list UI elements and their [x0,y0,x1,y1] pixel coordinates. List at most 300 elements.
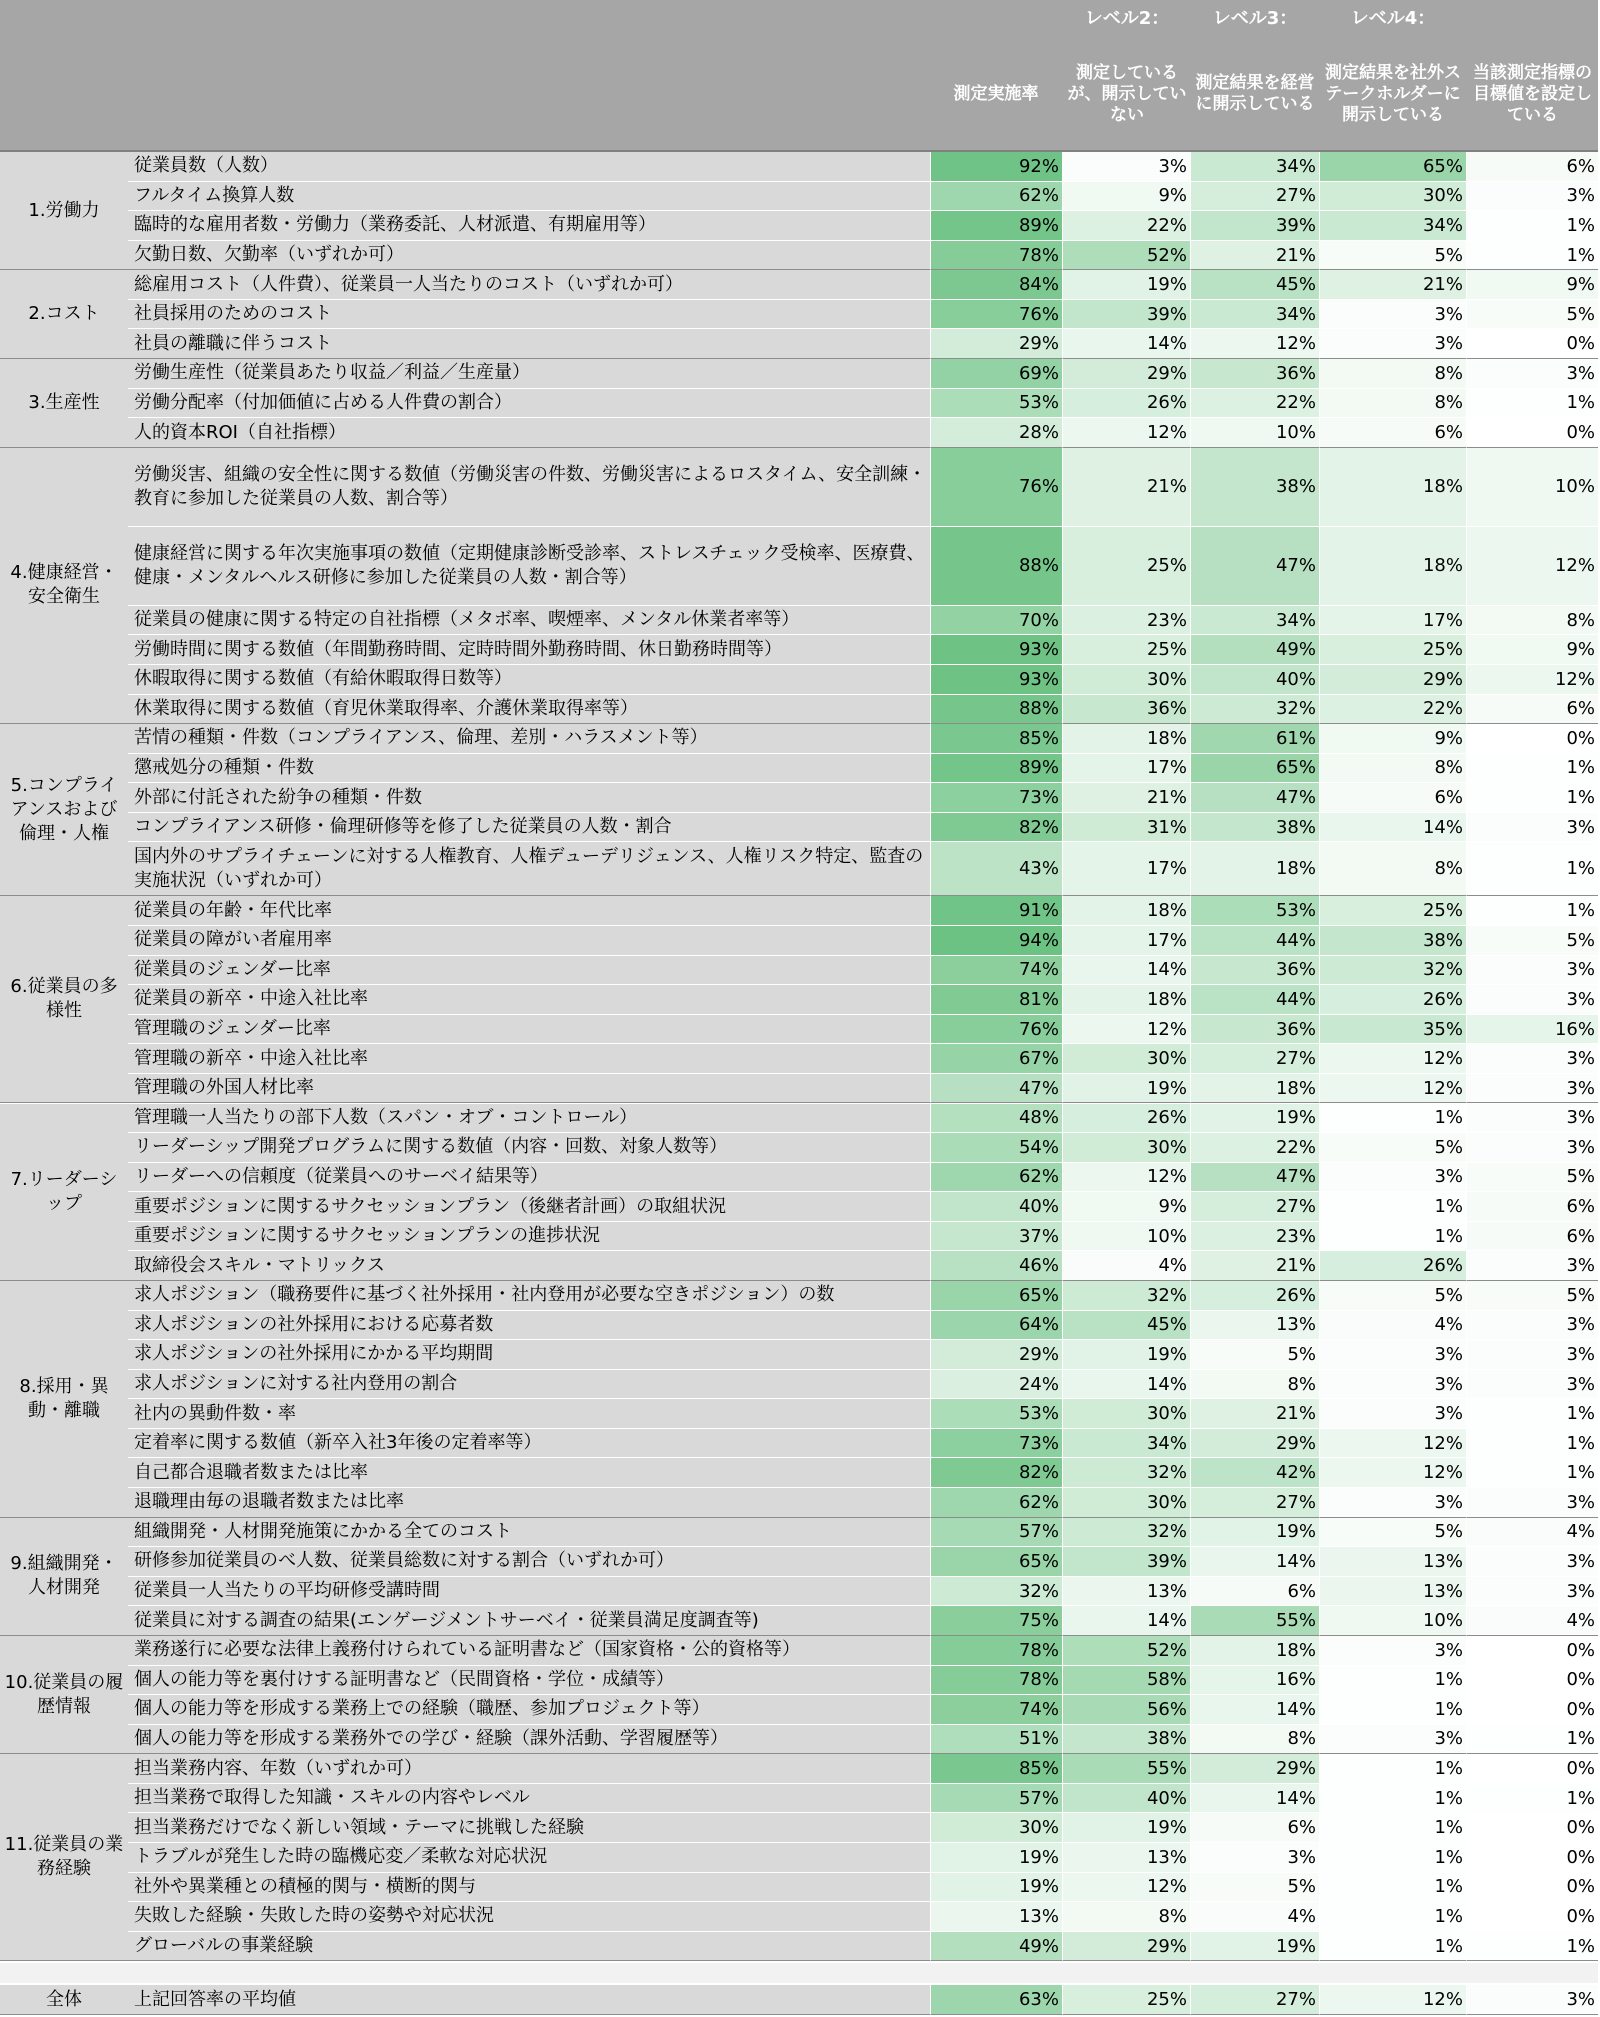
value-cell [1190,1281,1319,1311]
value-cell [1062,1902,1190,1932]
value-text: 29% [1146,1935,1187,1957]
value-text: 21% [1275,1403,1316,1425]
value-text: 39% [1146,303,1187,325]
value-text: 3% [1566,1136,1595,1158]
indicator-label: 個人の能力等を形成する業務上での経験（職歴、参加プロジェクト等） [128,1695,930,1725]
value-text: 25% [1422,900,1463,922]
value-text: 56% [1146,1698,1187,1720]
value-cell [1062,1458,1190,1488]
value-cell [1190,695,1319,725]
value-text: 34% [1275,303,1316,325]
value-cell [1466,1518,1598,1548]
total-indicator-label: 上記回答率の平均値 [128,1985,930,2015]
value-cell [930,1015,1062,1045]
value-text: 36% [1275,362,1316,384]
value-text: 74% [1018,959,1059,981]
value-cell [1319,1281,1466,1311]
value-text: 42% [1275,1462,1316,1484]
value-cell [1319,842,1466,896]
value-cell [1466,1340,1598,1370]
value-cell [1319,956,1466,986]
value-cell [1466,448,1598,527]
indicator-label: 国内外のサプライチェーンに対する人権教育、人権デューデリジェンス、人権リスク特定、監査の実施状況（いずれか可） [128,842,930,896]
value-cell [1319,527,1466,606]
value-text: 17% [1146,858,1187,880]
value-cell [1190,1458,1319,1488]
value-text: 5% [1566,929,1595,951]
value-text: 19% [1146,1817,1187,1839]
value-cell [930,152,1062,182]
indicator-label: 従業員のジェンダー比率 [128,956,930,986]
value-text: 12% [1554,668,1595,690]
level-3-label: レベル3： [1212,8,1298,29]
value-cell [1062,985,1190,1015]
value-text: 12% [1554,555,1595,577]
value-text: 29% [1275,1432,1316,1454]
value-cell [1062,1754,1190,1784]
value-text: 12% [1422,1077,1463,1099]
indicator-label: 人的資本ROI（自社指標） [128,418,930,448]
value-cell [1466,211,1598,241]
value-text: 31% [1146,816,1187,838]
value-text: 12% [1146,1876,1187,1898]
value-cell [1062,665,1190,695]
value-cell [930,1281,1062,1311]
value-text: 14% [1275,1698,1316,1720]
total-value-cell [1466,1985,1598,2015]
value-text: 67% [1018,1048,1059,1070]
value-cell [1319,985,1466,1015]
value-text: 13% [1422,1550,1463,1572]
value-cell [1190,842,1319,896]
value-cell [1466,1695,1598,1725]
value-text: 40% [1018,1196,1059,1218]
value-cell [1062,635,1190,665]
value-cell [1190,1340,1319,1370]
indicator-label: 求人ポジションに対する社内登用の割合 [128,1370,930,1400]
value-text: 1% [1434,1817,1463,1839]
value-text: 14% [1146,959,1187,981]
value-cell [1466,695,1598,725]
value-text: 19% [1146,274,1187,296]
value-text: 30% [1146,668,1187,690]
value-cell [1190,1873,1319,1903]
value-text: 25% [1422,639,1463,661]
value-text: 12% [1422,1462,1463,1484]
value-text: 36% [1275,959,1316,981]
value-text: 3% [1434,1639,1463,1661]
value-cell [1466,1813,1598,1843]
value-text: 32% [1018,1580,1059,1602]
value-cell [930,527,1062,606]
value-cell [1190,1902,1319,1932]
value-cell [930,1932,1062,1962]
value-text: 19% [1146,1343,1187,1365]
value-cell [1190,1695,1319,1725]
value-text: 3% [1566,959,1595,981]
value-cell [930,1813,1062,1843]
category-label: 9.組織開発・人材開発 [0,1518,128,1636]
indicator-label: コンプライアンス研修・倫理研修等を修了した従業員の人数・割合 [128,813,930,843]
value-cell [1062,270,1190,300]
value-cell [1062,1251,1190,1281]
value-cell [1062,1133,1190,1163]
value-cell [1319,1754,1466,1784]
indicator-label: 従業員の障がい者雇用率 [128,926,930,956]
value-cell [930,1429,1062,1459]
value-cell [1190,1104,1319,1134]
value-text: 1% [1434,1669,1463,1691]
value-text: 0% [1566,1669,1595,1691]
value-text: 94% [1018,929,1059,951]
value-cell [1466,842,1598,896]
value-cell [930,1518,1062,1548]
indicator-label: 求人ポジション（職務要件に基づく社外採用・社内登用が必要な空きポジション）の数 [128,1281,930,1311]
value-text: 3% [1566,362,1595,384]
value-cell [1319,665,1466,695]
value-text: 89% [1018,757,1059,779]
value-cell [1190,389,1319,419]
value-text: 38% [1275,816,1316,838]
value-cell [1190,754,1319,784]
category-label: 10.従業員の履歴情報 [0,1636,128,1754]
value-cell [1190,1754,1319,1784]
value-cell [1190,182,1319,212]
value-text: 27% [1275,1196,1316,1218]
value-text: 14% [1146,333,1187,355]
value-cell [1466,300,1598,330]
value-cell [1319,329,1466,359]
value-text: 4% [1566,1521,1595,1543]
value-text: 25% [1146,555,1187,577]
value-cell [1062,783,1190,813]
value-cell [1319,1340,1466,1370]
value-text: 5% [1287,1876,1316,1898]
value-text: 1% [1566,244,1595,266]
value-text: 10% [1146,1225,1187,1247]
value-text: 3% [1434,1343,1463,1365]
value-text: 70% [1018,609,1059,631]
value-cell [1190,1636,1319,1666]
value-cell [1062,1813,1190,1843]
value-text: 3% [1566,1373,1595,1395]
value-cell [930,1695,1062,1725]
value-cell [1062,1577,1190,1607]
indicator-label: 総雇用コスト（人件費）、従業員一人当たりのコスト（いずれか可） [128,270,930,300]
value-text: 45% [1275,274,1316,296]
value-cell [930,1843,1062,1873]
value-cell [930,300,1062,330]
value-cell [930,448,1062,527]
value-text: 22% [1422,698,1463,720]
value-cell [1319,1222,1466,1252]
value-text: 39% [1146,1550,1187,1572]
value-cell [930,1370,1062,1400]
value-cell [930,182,1062,212]
value-cell [930,1636,1062,1666]
total-value-cell [1190,1985,1319,2015]
value-cell [1190,1784,1319,1814]
value-text: 26% [1146,392,1187,414]
value-cell [1466,1754,1598,1784]
value-text: 12% [1146,1018,1187,1040]
value-cell [1062,389,1190,419]
col-header-level4: 測定結果を社外ステークホルダーに開示している [1325,62,1461,125]
value-cell [1319,1251,1466,1281]
value-cell [930,956,1062,986]
value-cell [1466,724,1598,754]
value-text: 55% [1146,1758,1187,1780]
value-text: 36% [1275,1018,1316,1040]
value-text: 46% [1018,1255,1059,1277]
value-text: 1% [1566,1403,1595,1425]
value-cell [1190,1813,1319,1843]
col-header-target: 当該測定指標の目標値を設定している [1473,62,1592,125]
value-cell [1062,896,1190,926]
value-text: 3% [1434,303,1463,325]
value-text: 6% [1287,1580,1316,1602]
value-text: 3% [1158,155,1187,177]
value-text: 17% [1422,609,1463,631]
value-cell [1319,1458,1466,1488]
value-cell [1319,182,1466,212]
value-text: 26% [1422,1255,1463,1277]
value-text: 0% [1566,1698,1595,1720]
value-cell [1190,956,1319,986]
value-text: 8% [1434,858,1463,880]
value-text: 3% [1566,1343,1595,1365]
value-text: 9% [1158,185,1187,207]
value-text: 18% [1146,900,1187,922]
value-text: 9% [1158,1196,1187,1218]
value-text: 54% [1018,1136,1059,1158]
value-cell [1190,448,1319,527]
value-cell [1190,1163,1319,1193]
value-cell [1190,896,1319,926]
value-cell [1319,1843,1466,1873]
value-cell [1319,359,1466,389]
value-cell [1319,1192,1466,1222]
value-cell [1466,1074,1598,1104]
value-cell [1466,389,1598,419]
value-cell [1466,418,1598,448]
value-cell [1062,1074,1190,1104]
value-text: 6% [1566,155,1595,177]
value-cell [930,1606,1062,1636]
value-text: 16% [1554,1018,1595,1040]
value-cell [1062,1932,1190,1962]
value-cell [1319,1902,1466,1932]
value-text: 36% [1146,698,1187,720]
category-label: 11.従業員の業務経験 [0,1754,128,1961]
indicator-label: グローバルの事業経験 [128,1932,930,1962]
value-text: 5% [1434,1136,1463,1158]
value-cell [1190,152,1319,182]
value-text: 1% [1434,1905,1463,1927]
value-text: 3% [1566,816,1595,838]
value-text: 52% [1146,244,1187,266]
value-text: 55% [1275,1610,1316,1632]
value-cell [930,1458,1062,1488]
indicator-label: 担当業務内容、年数（いずれか可） [128,1754,930,1784]
value-cell [930,813,1062,843]
value-text: 14% [1275,1787,1316,1809]
value-cell [1190,1488,1319,1518]
value-text: 5% [1434,244,1463,266]
value-text: 18% [1422,555,1463,577]
value-cell [1190,813,1319,843]
value-text: 27% [1275,1048,1316,1070]
value-text: 14% [1275,1550,1316,1572]
indicator-label: 社外や異業種との積極的関与・横断的関与 [128,1873,930,1903]
value-cell [1466,241,1598,271]
value-cell [1319,270,1466,300]
value-cell [1190,1429,1319,1459]
value-text: 0% [1566,1817,1595,1839]
value-text: 32% [1422,959,1463,981]
value-cell [1466,1192,1598,1222]
value-text: 1% [1434,1107,1463,1129]
indicator-label: 従業員数（人数） [128,152,930,182]
value-cell [1466,1725,1598,1755]
value-cell [1190,1311,1319,1341]
value-cell [930,926,1062,956]
value-cell [1062,300,1190,330]
value-text: 3% [1434,1728,1463,1750]
value-cell [1190,329,1319,359]
value-text: 1% [1434,1846,1463,1868]
value-cell [1062,1311,1190,1341]
value-cell [1062,1044,1190,1074]
value-text: 13% [1146,1580,1187,1602]
value-text: 43% [1018,858,1059,880]
value-cell [1319,1370,1466,1400]
value-text: 1% [1566,858,1595,880]
indicator-label: 担当業務で取得した知識・スキルの内容やレベル [128,1784,930,1814]
value-cell [1466,1222,1598,1252]
value-cell [1062,1725,1190,1755]
value-cell [1062,1163,1190,1193]
value-text: 28% [1018,422,1059,443]
value-text: 8% [1287,1728,1316,1750]
value-text: 8% [1287,1373,1316,1395]
value-text: 1% [1566,1462,1595,1484]
value-cell [1062,724,1190,754]
value-text: 4% [1566,1610,1595,1632]
value-cell [1190,724,1319,754]
value-text: 29% [1275,1758,1316,1780]
value-cell [1062,1784,1190,1814]
value-cell [930,1222,1062,1252]
value-text: 1% [1434,1787,1463,1809]
value-text: 62% [1018,1491,1059,1513]
value-text: 19% [1275,1521,1316,1543]
value-text: 6% [1566,1196,1595,1218]
value-cell [1190,270,1319,300]
indicator-label: 欠勤日数、欠勤率（いずれか可） [128,241,930,271]
value-text: 10% [1275,422,1316,443]
value-text: 63% [1018,1989,1059,2011]
value-cell [1190,1518,1319,1548]
value-cell [1466,527,1598,606]
value-cell [1190,1606,1319,1636]
value-cell [930,1133,1062,1163]
value-text: 25% [1146,639,1187,661]
value-cell [1062,1429,1190,1459]
value-text: 29% [1018,333,1059,355]
value-cell [1062,1104,1190,1134]
indicator-label: フルタイム換算人数 [128,182,930,212]
value-text: 21% [1275,1255,1316,1277]
category-label: 4.健康経営・安全衛生 [0,448,128,724]
value-cell [1466,635,1598,665]
value-text: 3% [1566,1550,1595,1572]
value-text: 76% [1018,303,1059,325]
value-cell [1466,985,1598,1015]
indicator-label: 社内の異動件数・率 [128,1399,930,1429]
value-text: 85% [1018,727,1059,749]
value-cell [930,842,1062,896]
value-text: 18% [1275,1077,1316,1099]
value-text: 3% [1287,1846,1316,1868]
value-cell [1190,1044,1319,1074]
value-text: 62% [1018,185,1059,207]
value-text: 93% [1018,639,1059,661]
value-text: 78% [1018,1639,1059,1661]
value-text: 73% [1018,787,1059,809]
value-cell [1062,1399,1190,1429]
value-text: 1% [1434,1698,1463,1720]
value-cell [1062,1873,1190,1903]
indicator-label: 労働災害、組織の安全性に関する数値（労働災害の件数、労働災害によるロスタイム、安全訓練・教育に参加した従業員の人数、割合等） [128,448,930,527]
value-text: 58% [1146,1669,1187,1691]
value-cell [1319,1133,1466,1163]
value-text: 6% [1434,422,1463,443]
value-text: 30% [1018,1817,1059,1839]
value-cell [1319,1813,1466,1843]
value-cell [1466,359,1598,389]
value-cell [1190,926,1319,956]
level-4-label: レベル4： [1350,8,1436,29]
value-text: 22% [1146,214,1187,236]
value-text: 5% [1566,1166,1595,1188]
value-cell [930,1104,1062,1134]
value-cell [1466,754,1598,784]
value-cell [1319,606,1466,636]
value-cell [1466,1784,1598,1814]
value-cell [1190,211,1319,241]
indicator-label: 管理職の外国人材比率 [128,1074,930,1104]
value-text: 18% [1146,727,1187,749]
indicator-label: 退職理由毎の退職者数または比率 [128,1488,930,1518]
value-text: 38% [1275,476,1316,498]
indicator-label: 自己都合退職者数または比率 [128,1458,930,1488]
value-cell [1190,665,1319,695]
value-text: 3% [1434,1373,1463,1395]
value-cell [1466,1281,1598,1311]
value-cell [930,754,1062,784]
value-cell [1319,1606,1466,1636]
value-text: 47% [1275,787,1316,809]
value-text: 3% [1434,1403,1463,1425]
category-label: 3.生産性 [0,359,128,448]
value-cell [1466,1311,1598,1341]
value-cell [1319,1044,1466,1074]
value-text: 52% [1146,1639,1187,1661]
value-text: 17% [1146,929,1187,951]
value-cell [930,1754,1062,1784]
table-header [0,0,1598,152]
